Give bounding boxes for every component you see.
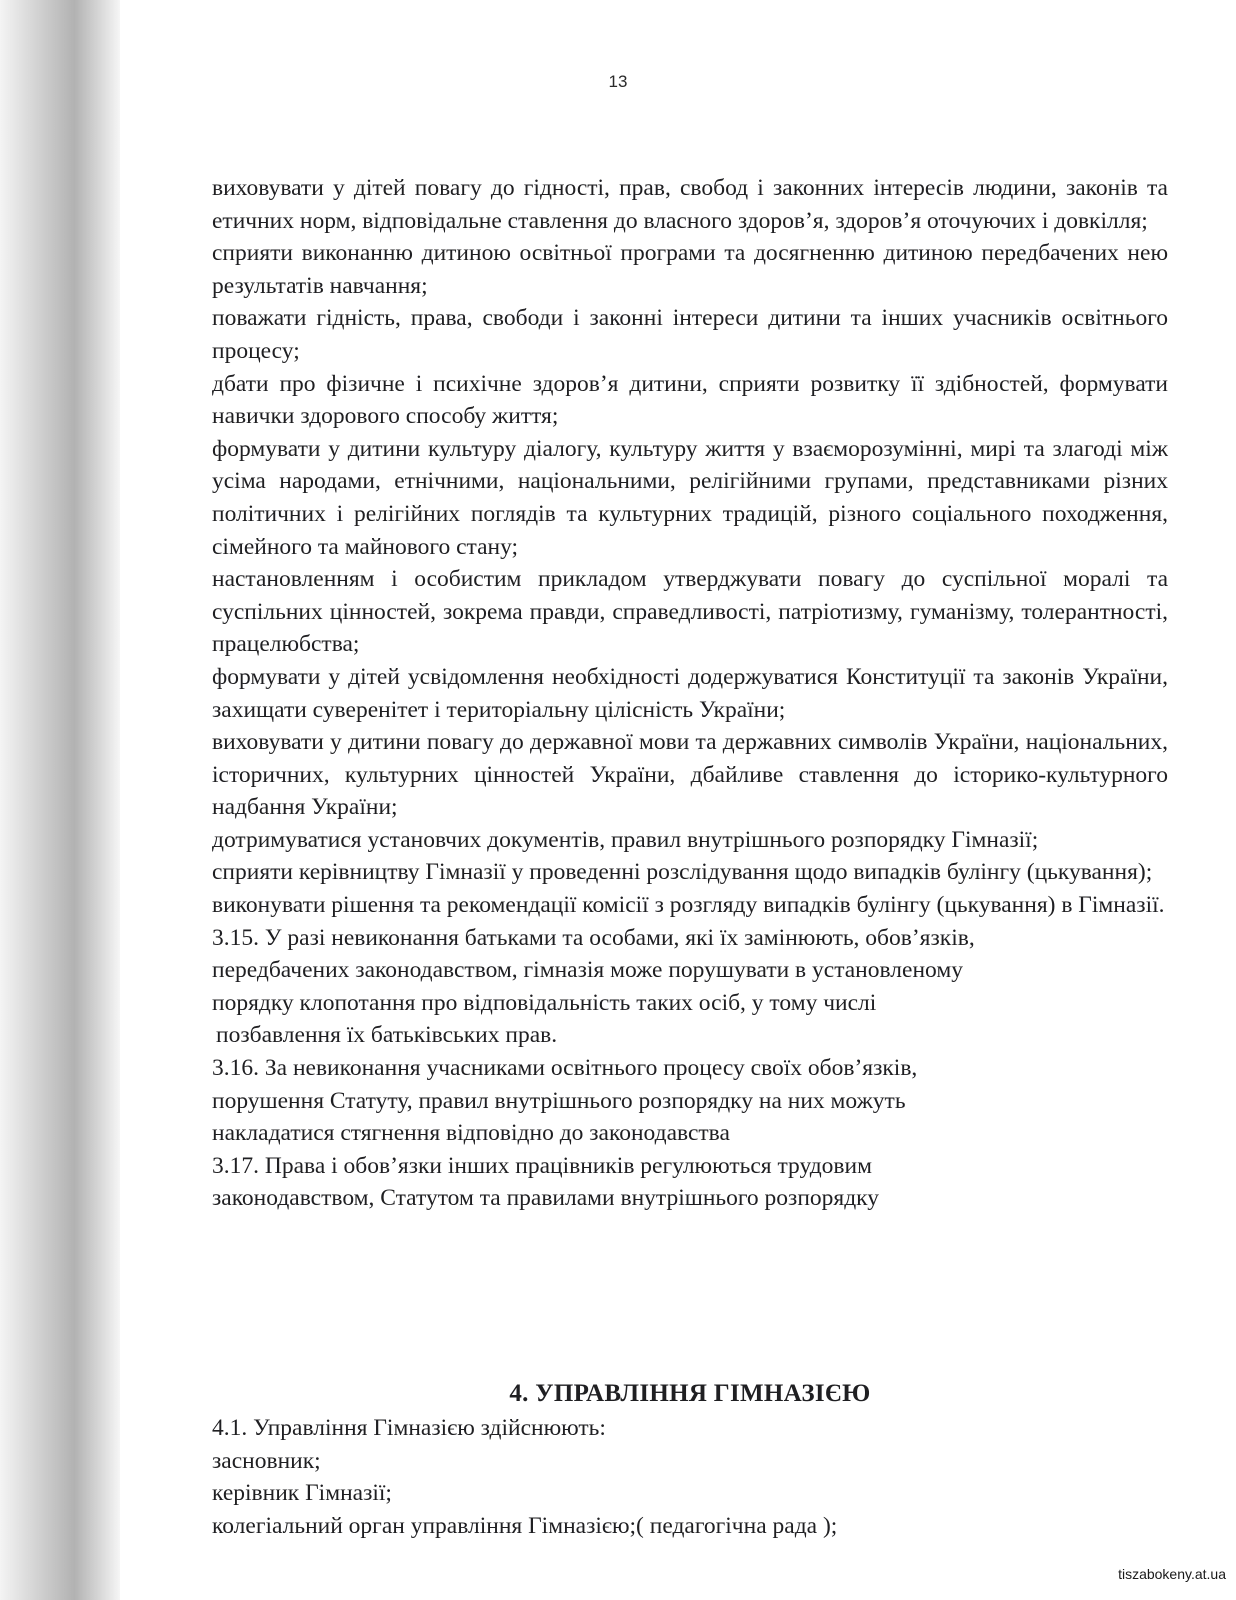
paragraph: виховувати у дитини повагу до державної мови та державних символів України, національних, історичних, культурних цінностей України, дбайливе ставлення до історико-культурного надбання України; xyxy=(212,729,1168,821)
clause-3-16 xyxy=(212,1052,1168,1150)
paragraph: виховувати у дітей повагу до гідності, прав, свобод і законних інтересів людини, законів та етичних норм, відповідальне ставлення до власного здоров’я, здоров’я оточуючих і довкілля; xyxy=(212,175,1168,234)
clause-line: законодавством, Статутом та правилами внутрішнього розпорядку xyxy=(212,1185,880,1212)
management-list-item: засновник; xyxy=(212,1447,321,1474)
clause-line: 3.17. Права і обов’язки інших працівників регулюються трудовим xyxy=(212,1152,872,1179)
clause-3-17 xyxy=(212,1150,1168,1215)
paragraph: формувати у дітей усвідомлення необхідності додержуватися Конституції та законів України, захищати суверенітет і територіальну цілісність України; xyxy=(212,663,1168,723)
document-body xyxy=(212,172,1168,1215)
management-section xyxy=(212,1412,1168,1542)
clause-4-1: 4.1. Управління Гімназією здійснюють: xyxy=(212,1415,606,1441)
clause-line: позбавлення їх батьківських прав. xyxy=(216,1022,558,1049)
paragraph: дбати про фізичне і психічне здоров’я дитини, сприяти розвитку її здібностей, формувати навички здорового способу життя; xyxy=(212,370,1168,430)
watermark: tiszabokeny.at.ua xyxy=(1118,1566,1226,1582)
clause-line: накладатися стягнення відповідно до законодавства xyxy=(212,1120,730,1147)
clause-line: 3.15. У разі невиконання батьками та особами, які їх замінюють, обов’язків, xyxy=(212,924,975,951)
paragraph: виконувати рішення та рекомендації комісії з розгляду випадків булінгу (цькування) в Гімназії. xyxy=(212,892,1165,919)
section-heading: 4. УПРАВЛІННЯ ГІМНАЗІЄЮ xyxy=(509,1380,871,1407)
paragraph: сприяти виконанню дитиною освітньої програми та досягненню дитиною передбачених нею результатів навчання; xyxy=(212,240,1168,299)
clause-line: порушення Статуту, правил внутрішнього розпорядку на них можуть xyxy=(212,1087,906,1114)
page-number: 13 xyxy=(608,72,628,91)
paragraph: поважати гідність, права, свободи і законні інтереси дитини та інших учасників освітнього процесу; xyxy=(212,305,1168,364)
paragraph: сприяти керівництву Гімназії у проведенні розслідування щодо випадків булінгу (цькування); xyxy=(212,859,1153,886)
clause-line: 3.16. За невиконання учасниками освітнього процесу своїх обов’язків, xyxy=(212,1055,918,1082)
paragraph: дотримуватися установчих документів, правил внутрішнього розпорядку Гімназії; xyxy=(212,826,1039,853)
management-list-item: колегіальний орган управління Гімназією;( педагогічна рада ); xyxy=(212,1512,838,1539)
paragraph: настановленням і особистим прикладом утверджувати повагу до суспільної моралі та суспільних цінностей, зокрема правди, справедливості, патріотизму, гуманізму, толерантності, працелюбства; xyxy=(212,566,1168,658)
clause-line: порядку клопотання про відповідальність таких осіб, у тому числі xyxy=(212,989,877,1016)
paragraph: формувати у дитини культуру діалогу, культуру життя у взаєморозумінні, мирі та злагоді між усіма народами, етнічними, національними, релігійними групами, представниками різних політичних і релігійних поглядів та культурних традицій, різного соціального походження, сімейного та майнового стану; xyxy=(212,435,1168,560)
clause-3-15 xyxy=(212,922,1168,1052)
clause-line: передбачених законодавством, гімназія може порушувати в установленому xyxy=(212,957,963,984)
scan-page-edge-shadow xyxy=(0,0,120,1600)
management-list-item: керівник Гімназії; xyxy=(212,1480,392,1507)
